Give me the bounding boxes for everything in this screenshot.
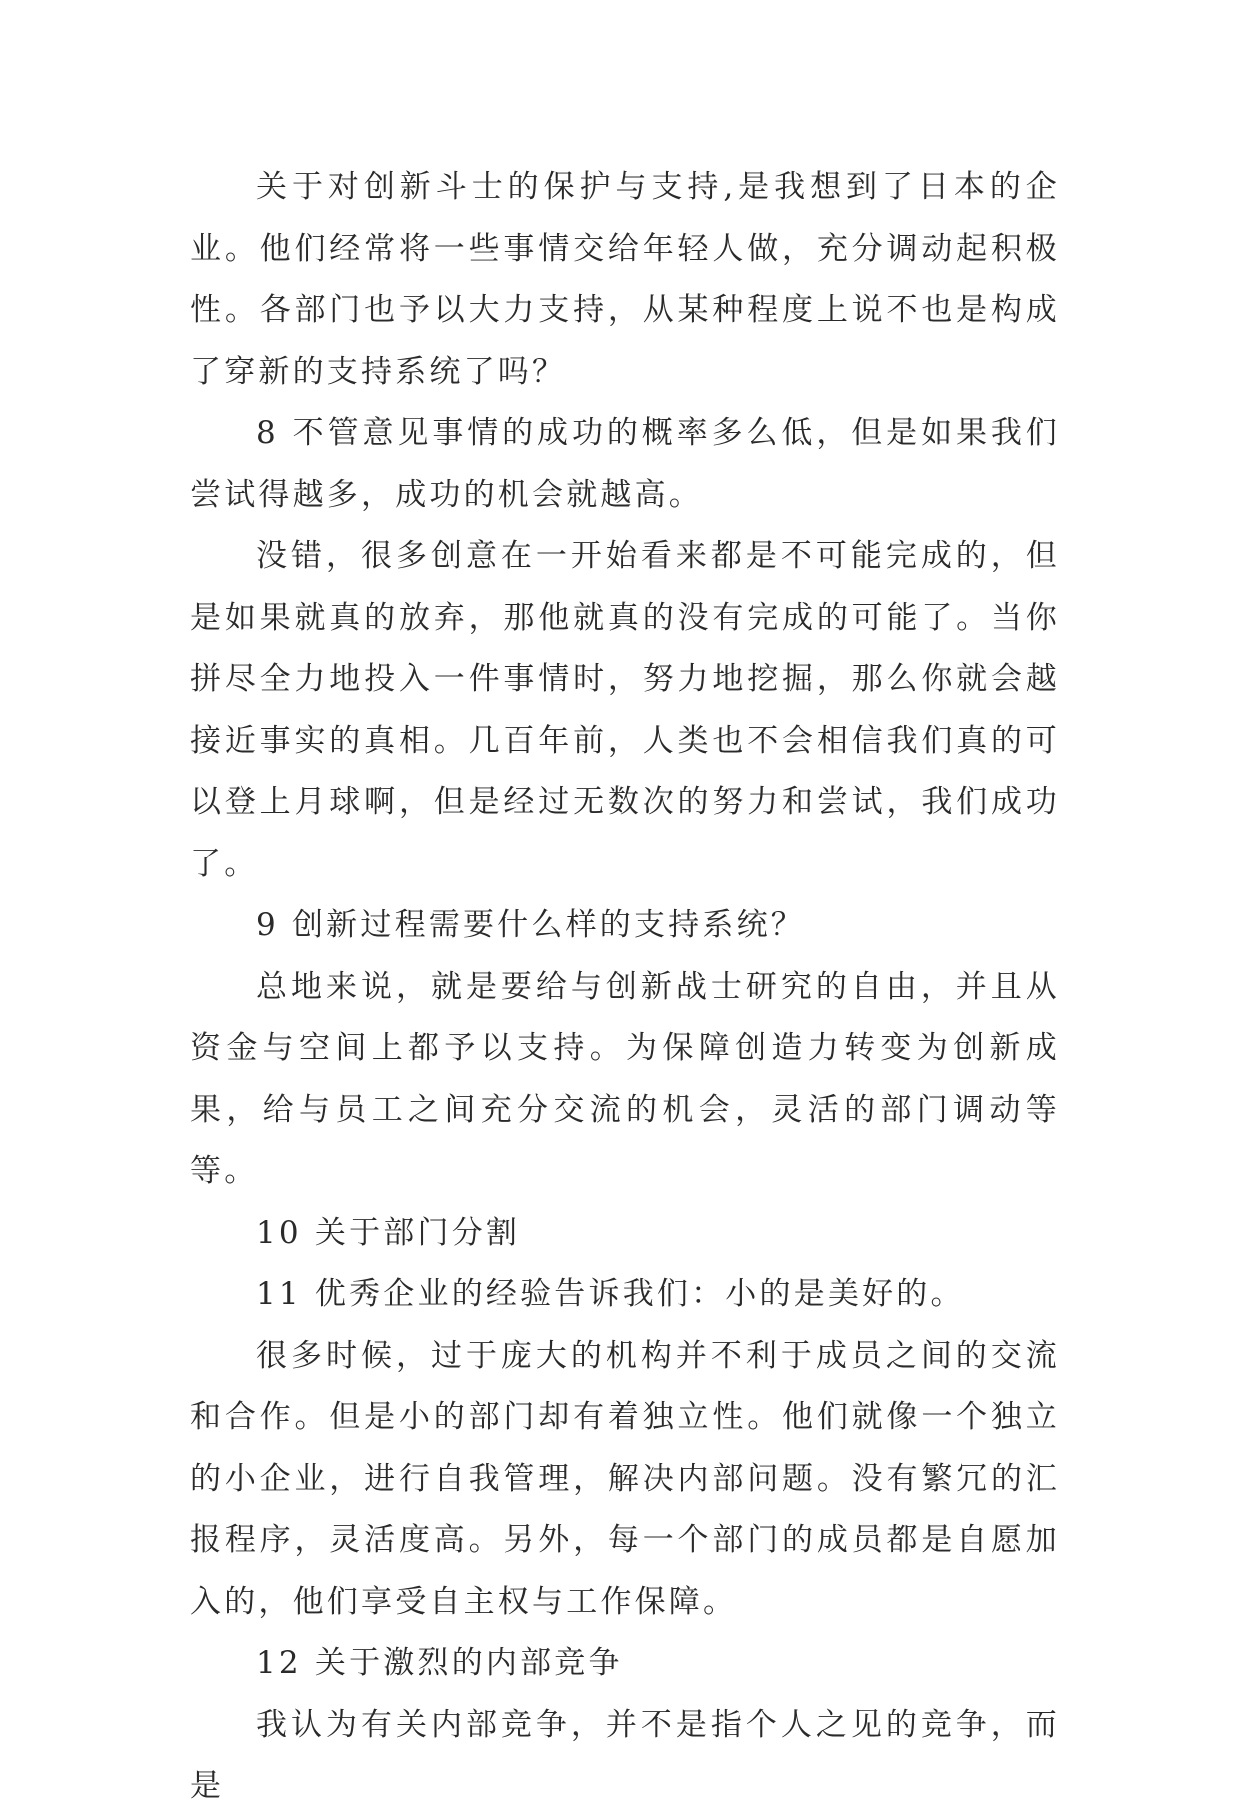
document-body bbox=[190, 157, 1060, 1818]
paragraph-item-10: 10 关于部门分割 bbox=[256, 1214, 521, 1251]
paragraph-protection-support: 关于对创新斗士的保护与支持,是我想到了日本的企业。他们经常将一些事情交给年轻人做，充分调动起积极性。各部门也予以大力支持，从某种程度上说不也是构成了穿新的支持系统了吗？ bbox=[190, 169, 1060, 390]
paragraph-no-giving-up: 没错，很多创意在一开始看来都是不可能完成的，但是如果就真的放弃，那他就真的没有完成的可能了。当你拼尽全力地投入一件事情时，努力地挖掘，那么你就会越接近事实的真相。几百年前，人类也不会相信我们真的可以登上月球啊，但是经过无数次的努力和尝试，我们成功了。 bbox=[190, 538, 1060, 882]
paragraph-internal-competition: 我认为有关内部竞争，并不是指个人之见的竞争，而是 bbox=[190, 1706, 1060, 1804]
paragraph-item-12: 12 关于激烈的内部竞争 bbox=[256, 1645, 623, 1681]
paragraph-item-8: 8 不管意见事情的成功的概率多么低，但是如果我们尝试得越多，成功的机会就越高。 bbox=[190, 415, 1060, 513]
paragraph-item-11: 11 优秀企业的经验告诉我们：小的是美好的。 bbox=[256, 1276, 965, 1312]
paragraph-support-system: 总地来说，就是要给与创新战士研究的自由，并且从资金与空间上都予以支持。为保障创造力转变为创新成果，给与员工之间充分交流的机会，灵活的部门调动等等。 bbox=[190, 968, 1060, 1189]
paragraph-small-departments: 很多时候，过于庞大的机构并不利于成员之间的交流和合作。但是小的部门却有着独立性。他们就像一个独立的小企业，进行自我管理，解决内部问题。没有繁冗的汇报程序，灵活度高。另外，每一个部门的成员都是自愿加入的，他们享受自主权与工作保障。 bbox=[190, 1337, 1060, 1620]
paragraph-item-9: 9 创新过程需要什么样的支持系统？ bbox=[256, 907, 805, 943]
